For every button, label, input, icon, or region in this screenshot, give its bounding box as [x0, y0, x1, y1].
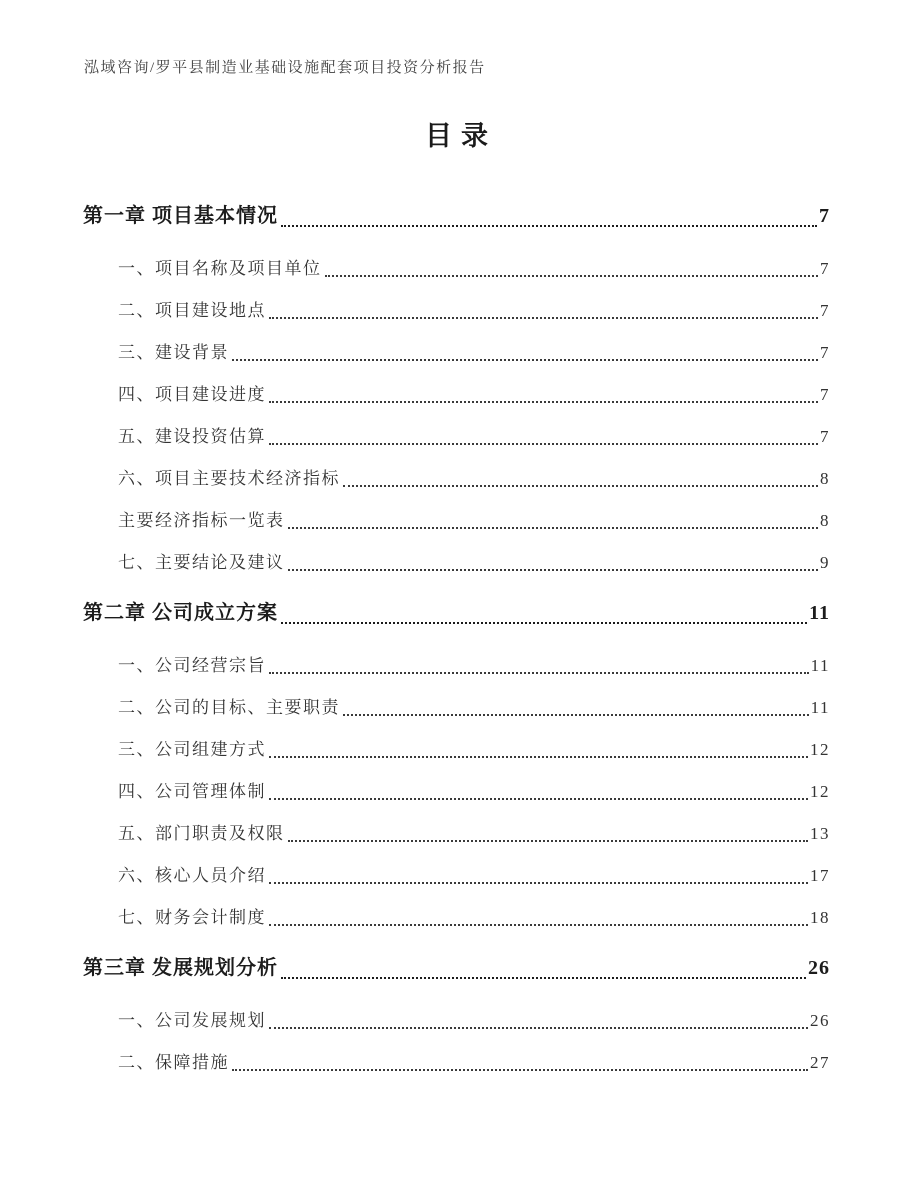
toc-section-entry-page-number: 7 — [820, 427, 830, 446]
toc-section-entry — [83, 822, 830, 846]
dot-leader — [281, 977, 806, 979]
toc-section-entry-page-number: 7 — [820, 301, 830, 320]
toc-section-entry-label: 一、公司经营宗旨 — [118, 656, 266, 675]
toc-chapter-entry-label: 第一章 项目基本情况 — [83, 205, 278, 227]
toc-chapter-entry-label: 第二章 公司成立方案 — [83, 602, 278, 624]
dot-leader — [288, 527, 819, 529]
table-of-contents — [83, 178, 830, 1093]
dot-leader — [325, 275, 819, 277]
toc-section-entry — [83, 780, 830, 804]
toc-section-entry — [83, 257, 830, 281]
toc-section-entry-label: 一、公司发展规划 — [118, 1011, 266, 1030]
toc-section-entry-label: 三、建设背景 — [118, 343, 229, 362]
dot-leader — [269, 672, 809, 674]
toc-chapter-entry — [83, 598, 830, 629]
toc-section-entry — [83, 1051, 830, 1075]
toc-section-entry-label: 五、部门职责及权限 — [118, 824, 285, 843]
toc-section-entry — [83, 383, 830, 407]
toc-section-entry-label: 四、公司管理体制 — [118, 782, 266, 801]
dot-leader — [343, 714, 809, 716]
toc-section-entry-page-number: 11 — [810, 698, 830, 717]
dot-leader — [232, 1069, 808, 1071]
toc-section-entry-page-number: 11 — [810, 656, 830, 675]
toc-section-entry — [83, 906, 830, 930]
toc-section-entry-page-number: 18 — [810, 908, 830, 927]
dot-leader — [269, 317, 818, 319]
toc-chapter-entry-page-number: 7 — [819, 205, 830, 227]
toc-section-entry-label: 七、主要结论及建议 — [118, 553, 285, 572]
toc-section-entry — [83, 467, 830, 491]
dot-leader — [288, 840, 809, 842]
toc-section-entry — [83, 864, 830, 888]
toc-section-entry-page-number: 27 — [810, 1053, 830, 1072]
toc-section-entry-page-number: 7 — [820, 259, 830, 278]
dot-leader — [343, 485, 818, 487]
dot-leader — [288, 569, 819, 571]
toc-section-entry-label: 一、项目名称及项目单位 — [118, 259, 322, 278]
dot-leader — [269, 401, 818, 403]
toc-section-entry-page-number: 26 — [810, 1011, 830, 1030]
toc-chapter-entry-page-number: 26 — [808, 957, 830, 979]
dot-leader — [269, 924, 808, 926]
dot-leader — [269, 756, 808, 758]
toc-section-entry — [83, 341, 830, 365]
toc-chapter-entry-label: 第三章 发展规划分析 — [83, 957, 278, 979]
dot-leader — [281, 622, 807, 624]
dot-leader — [269, 1027, 808, 1029]
dot-leader — [269, 443, 818, 445]
dot-leader — [281, 225, 817, 227]
toc-chapter-entry — [83, 201, 830, 232]
toc-section-entry — [83, 654, 830, 678]
toc-section-entry-label: 五、建设投资估算 — [118, 427, 266, 446]
toc-section-entry — [83, 551, 830, 575]
toc-section-entry-label: 二、项目建设地点 — [118, 301, 266, 320]
toc-section-entry-page-number: 7 — [820, 343, 830, 362]
toc-section-entry-page-number: 12 — [810, 740, 830, 759]
toc-section-entry-page-number: 9 — [820, 553, 830, 572]
toc-section-entry — [83, 738, 830, 762]
dot-leader — [269, 882, 808, 884]
toc-section-entry-page-number: 12 — [810, 782, 830, 801]
dot-leader — [232, 359, 818, 361]
toc-section-entry-label: 六、核心人员介绍 — [118, 866, 266, 885]
toc-title: 目录 — [425, 121, 497, 151]
toc-section-entry-page-number: 17 — [810, 866, 830, 885]
document-header: 泓域咨询/罗平县制造业基础设施配套项目投资分析报告 — [84, 60, 486, 76]
toc-section-entry-page-number: 13 — [810, 824, 830, 843]
toc-section-entry — [83, 1009, 830, 1033]
toc-section-entry-label: 二、保障措施 — [118, 1053, 229, 1072]
toc-section-entry-label: 二、公司的目标、主要职责 — [118, 698, 340, 717]
dot-leader — [269, 798, 808, 800]
toc-section-entry — [83, 509, 830, 533]
toc-section-entry — [83, 299, 830, 323]
toc-section-entry-label: 三、公司组建方式 — [118, 740, 266, 759]
toc-section-entry-label: 主要经济指标一览表 — [118, 511, 285, 530]
toc-section-entry-page-number: 8 — [820, 511, 830, 530]
toc-section-entry-label: 六、项目主要技术经济指标 — [118, 469, 340, 488]
toc-section-entry-label: 七、财务会计制度 — [118, 908, 266, 927]
toc-chapter-entry-page-number: 11 — [809, 602, 830, 624]
toc-section-entry-label: 四、项目建设进度 — [118, 385, 266, 404]
toc-section-entry — [83, 425, 830, 449]
toc-section-entry-page-number: 8 — [820, 469, 830, 488]
toc-section-entry — [83, 696, 830, 720]
toc-section-entry-page-number: 7 — [820, 385, 830, 404]
toc-chapter-entry — [83, 953, 830, 984]
